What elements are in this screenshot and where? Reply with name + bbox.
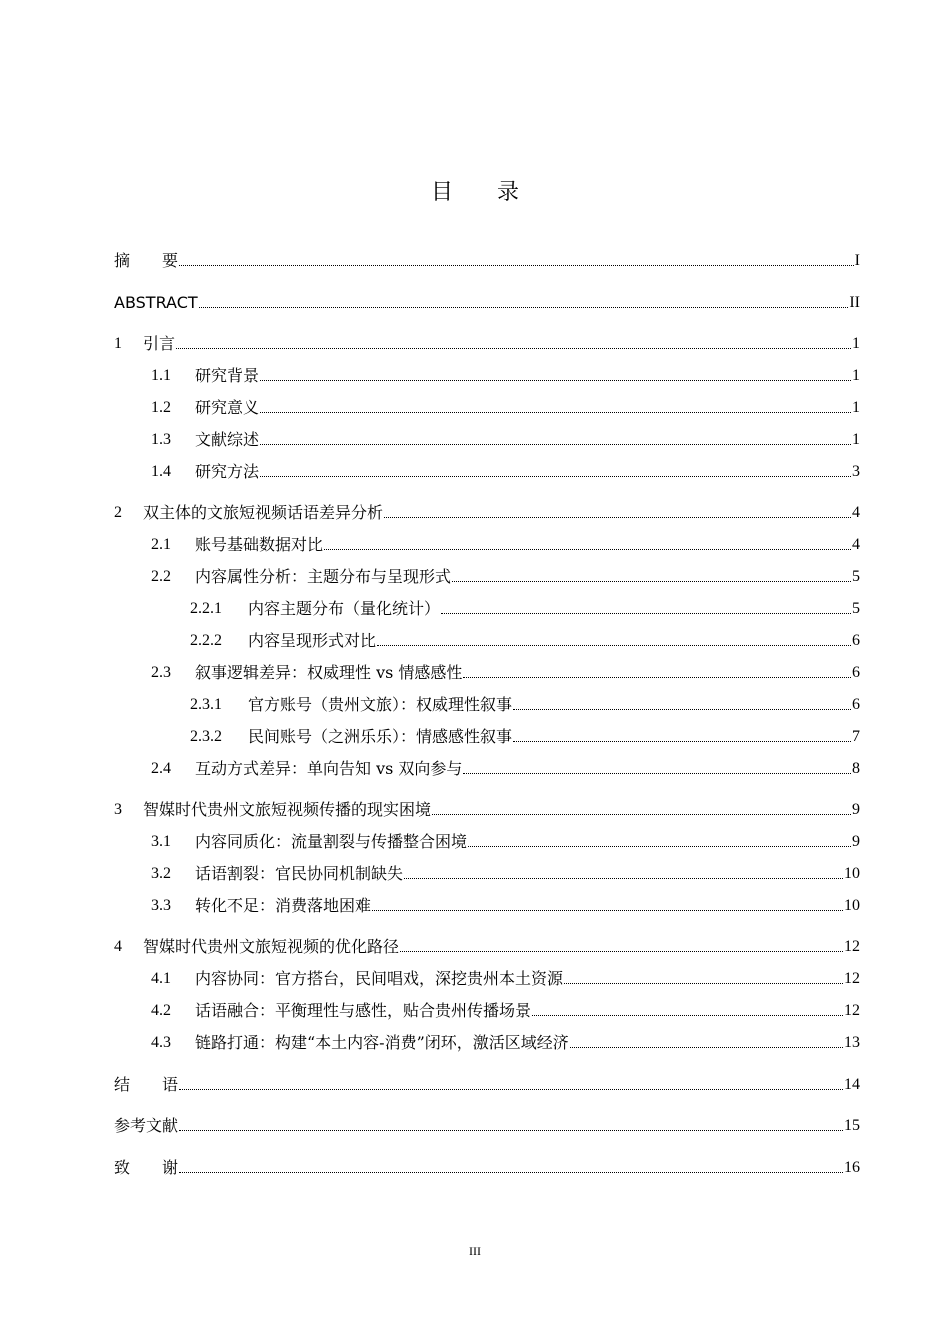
toc-entry-label: 话语割裂：官民协同机制缺失 bbox=[195, 864, 404, 883]
toc-entry-number: 2.2 bbox=[151, 568, 171, 585]
toc-entry-chapter-1[interactable] bbox=[114, 331, 860, 355]
toc-entry-1-1[interactable] bbox=[151, 363, 860, 387]
toc-entry-page: 1 bbox=[852, 367, 860, 384]
toc-entry-number: 4 bbox=[114, 938, 122, 955]
toc-entry-page: 12 bbox=[844, 938, 860, 955]
toc-entry-page: 5 bbox=[852, 568, 860, 585]
toc-entry-2-2-1[interactable] bbox=[190, 596, 860, 620]
toc-entry-label: 内容同质化：流量割裂与传播整合困境 bbox=[195, 832, 468, 851]
toc-entry-page: 1 bbox=[852, 399, 860, 416]
toc-entry-1-2[interactable] bbox=[151, 395, 860, 419]
toc-entry-label: 内容主题分布（量化统计） bbox=[248, 599, 441, 618]
toc-entry-number: 4.3 bbox=[151, 1034, 171, 1051]
dot-leader bbox=[532, 1015, 843, 1016]
toc-entry-page: 1 bbox=[852, 335, 860, 352]
toc-entry-page: 4 bbox=[852, 504, 860, 521]
dot-leader bbox=[452, 581, 851, 582]
toc-entry-label: 研究背景 bbox=[195, 366, 260, 385]
toc-entry-conclusion[interactable] bbox=[114, 1072, 860, 1096]
toc-entry-4-3[interactable] bbox=[151, 1030, 860, 1054]
toc-entry-number: 2.4 bbox=[151, 760, 171, 777]
toc-entry-page: 12 bbox=[844, 1002, 860, 1019]
toc-entry-page: 16 bbox=[844, 1159, 860, 1176]
toc-entry-page: 10 bbox=[844, 865, 860, 882]
dot-leader bbox=[564, 983, 843, 984]
dot-leader bbox=[463, 677, 851, 678]
dot-leader bbox=[179, 1172, 843, 1173]
toc-entry-page: 9 bbox=[852, 801, 860, 818]
toc-entry-3-1[interactable] bbox=[151, 829, 860, 853]
toc-entry-number: 2.3.1 bbox=[190, 696, 222, 713]
toc-entry-page: 1 bbox=[852, 431, 860, 448]
dot-leader bbox=[377, 645, 851, 646]
toc-entry-chapter-2[interactable] bbox=[114, 500, 860, 524]
dot-leader bbox=[260, 412, 851, 413]
toc-entry-page: 15 bbox=[844, 1117, 860, 1134]
dot-leader bbox=[570, 1047, 843, 1048]
toc-entry-page: 3 bbox=[852, 463, 860, 480]
dot-leader bbox=[260, 476, 851, 477]
toc-entry-2-2[interactable] bbox=[151, 564, 860, 588]
toc-entry-2-3-1[interactable] bbox=[190, 692, 860, 716]
toc-entry-number: 1 bbox=[114, 335, 122, 352]
toc-entry-number: 2.3 bbox=[151, 664, 171, 681]
toc-entry-page: II bbox=[849, 294, 860, 311]
toc-entry-number: 2.2.2 bbox=[190, 632, 222, 649]
toc-entry-number: 1.2 bbox=[151, 399, 171, 416]
toc-entry-4-1[interactable] bbox=[151, 966, 860, 990]
toc-entry-number: 1.3 bbox=[151, 431, 171, 448]
toc-entry-chapter-3[interactable] bbox=[114, 797, 860, 821]
dot-leader bbox=[513, 709, 851, 710]
toc-entry-number: 1.4 bbox=[151, 463, 171, 480]
toc-entry-page: 4 bbox=[852, 536, 860, 553]
toc-entry-label: 互动方式差异：单向告知 vs 双向参与 bbox=[195, 759, 463, 778]
toc-entry-acknowledgements[interactable] bbox=[114, 1155, 860, 1179]
toc-entry-page: 6 bbox=[852, 664, 860, 681]
page-number-footer: III bbox=[469, 1244, 481, 1258]
dot-leader bbox=[179, 1130, 843, 1131]
toc-entry-page: 6 bbox=[852, 696, 860, 713]
toc-entry-label: 研究意义 bbox=[195, 398, 260, 417]
toc-entry-label: 智媒时代贵州文旅短视频的优化路径 bbox=[143, 937, 400, 956]
dot-leader bbox=[176, 348, 851, 349]
dot-leader bbox=[372, 910, 843, 911]
toc-entry-label: 文献综述 bbox=[195, 430, 260, 449]
toc-entry-number: 3.2 bbox=[151, 865, 171, 882]
toc-entry-number: 2.1 bbox=[151, 536, 171, 553]
toc-entry-number: 3.1 bbox=[151, 833, 171, 850]
toc-entry-label: 官方账号（贵州文旅）：权威理性叙事 bbox=[248, 695, 513, 714]
toc-entry-3-2[interactable] bbox=[151, 861, 860, 885]
toc-entry-2-3[interactable] bbox=[151, 660, 860, 684]
toc-entry-label: 话语融合：平衡理性与感性，贴合贵州传播场景 bbox=[195, 1001, 532, 1020]
toc-entry-label: 双主体的文旅短视频话语差异分析 bbox=[143, 503, 384, 522]
toc-entry-label: 结 语 bbox=[114, 1075, 179, 1094]
dot-leader bbox=[432, 814, 851, 815]
toc-entry-number: 2.3.2 bbox=[190, 728, 222, 745]
toc-entry-number: 2.2.1 bbox=[190, 600, 222, 617]
toc-entry-1-4[interactable] bbox=[151, 459, 860, 483]
toc-entry-number: 3 bbox=[114, 801, 122, 818]
toc-entry-label: 民间账号（之洲乐乐）：情感感性叙事 bbox=[248, 727, 513, 746]
toc-entry-number: 4.1 bbox=[151, 970, 171, 987]
toc-entry-label: 摘 要 bbox=[114, 251, 179, 270]
dot-leader bbox=[179, 265, 854, 266]
dot-leader bbox=[384, 517, 851, 518]
toc-entry-label: 链路打通：构建“本土内容-消费”闭环，激活区域经济 bbox=[195, 1033, 569, 1052]
toc-entry-label: 叙事逻辑差异：权威理性 vs 情感感性 bbox=[195, 663, 463, 682]
toc-entry-label: 内容协同：官方搭台，民间唱戏，深挖贵州本土资源 bbox=[195, 969, 564, 988]
toc-entry-2-1[interactable] bbox=[151, 532, 860, 556]
dot-leader bbox=[404, 878, 843, 879]
toc-entry-number: 3.3 bbox=[151, 897, 171, 914]
toc-entry-page: 6 bbox=[852, 632, 860, 649]
toc-entry-chapter-4[interactable] bbox=[114, 934, 860, 958]
toc-entry-page: 9 bbox=[852, 833, 860, 850]
toc-entry-label: 研究方法 bbox=[195, 462, 260, 481]
toc-entry-abstract-cn[interactable] bbox=[114, 248, 860, 272]
dot-leader bbox=[179, 1089, 843, 1090]
toc-entry-page: 5 bbox=[852, 600, 860, 617]
dot-leader bbox=[199, 307, 849, 308]
toc-entry-abstract-en[interactable] bbox=[114, 290, 860, 314]
toc-entry-label: 账号基础数据对比 bbox=[195, 535, 324, 554]
toc-entry-2-3-2[interactable] bbox=[190, 724, 860, 748]
toc-entry-page: 8 bbox=[852, 760, 860, 777]
toc-title-char-2: 录 bbox=[497, 180, 520, 205]
dot-leader bbox=[441, 613, 851, 614]
toc-entry-number: 1.1 bbox=[151, 367, 171, 384]
dot-leader bbox=[468, 846, 851, 847]
dot-leader bbox=[324, 549, 851, 550]
toc-entry-3-3[interactable] bbox=[151, 893, 860, 917]
dot-leader bbox=[260, 380, 851, 381]
toc-entry-page: 12 bbox=[844, 970, 860, 987]
toc-entry-number: 2 bbox=[114, 504, 122, 521]
toc-entry-page: 14 bbox=[844, 1076, 860, 1093]
dot-leader bbox=[513, 741, 851, 742]
toc-title-char-1: 目 bbox=[430, 180, 453, 205]
toc-entry-label: 转化不足：消费落地困难 bbox=[195, 896, 372, 915]
toc-entry-label: 内容属性分析：主题分布与呈现形式 bbox=[195, 567, 452, 586]
toc-entry-page: I bbox=[854, 252, 860, 269]
toc-entry-label: ABSTRACT bbox=[114, 293, 198, 312]
toc-entry-page: 7 bbox=[852, 728, 860, 745]
toc-entry-label: 内容呈现形式对比 bbox=[248, 631, 377, 650]
dot-leader bbox=[463, 773, 851, 774]
toc-entry-4-2[interactable] bbox=[151, 998, 860, 1022]
toc-entry-references[interactable] bbox=[114, 1113, 860, 1137]
toc-entry-label: 引言 bbox=[143, 334, 176, 353]
toc-entry-2-2-2[interactable] bbox=[190, 628, 860, 652]
toc-entry-label: 致 谢 bbox=[114, 1158, 179, 1177]
toc-entry-2-4[interactable] bbox=[151, 756, 860, 780]
toc-entry-page: 10 bbox=[844, 897, 860, 914]
toc-entry-label: 智媒时代贵州文旅短视频传播的现实困境 bbox=[143, 800, 432, 819]
toc-entry-page: 13 bbox=[844, 1034, 860, 1051]
toc-entry-1-3[interactable] bbox=[151, 427, 860, 451]
dot-leader bbox=[260, 444, 851, 445]
toc-entry-label: 参考文献 bbox=[114, 1116, 179, 1135]
dot-leader bbox=[400, 951, 843, 952]
toc-entry-number: 4.2 bbox=[151, 1002, 171, 1019]
